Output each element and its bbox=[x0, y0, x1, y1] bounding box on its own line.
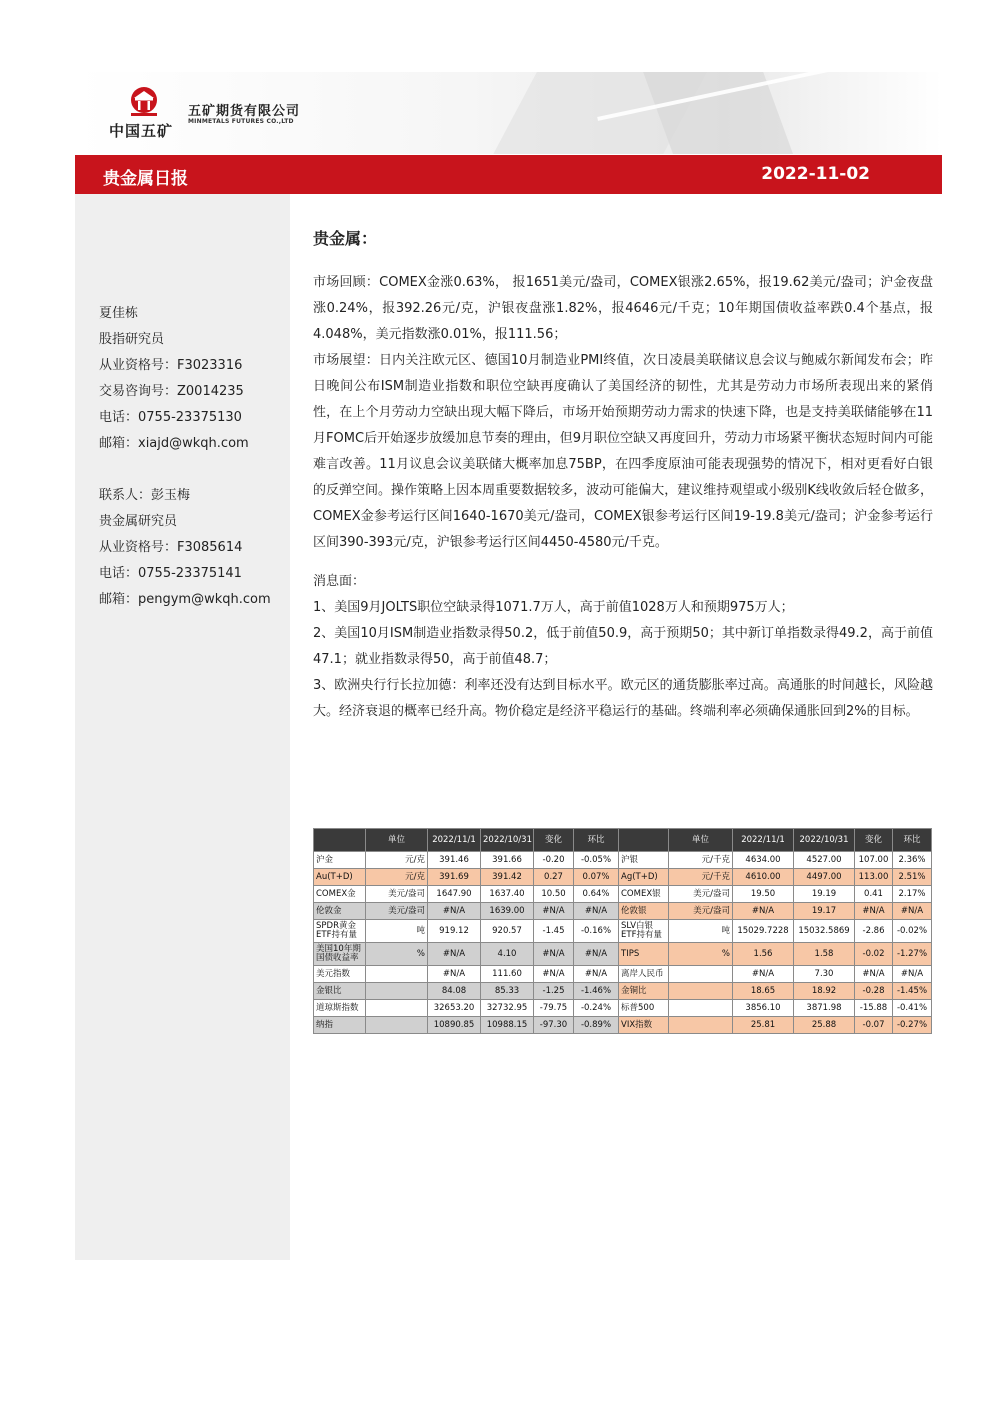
table-value-cell: 1647.90 bbox=[428, 886, 481, 903]
table-value-cell: #N/A bbox=[733, 966, 794, 983]
news-heading: 消息面： bbox=[313, 574, 366, 589]
table-value-cell: 2.51% bbox=[893, 869, 932, 886]
table-header-row bbox=[314, 829, 932, 852]
table-value-cell: 0.41 bbox=[855, 886, 893, 903]
table-value-cell: 15029.7228 bbox=[733, 920, 794, 943]
table-value-cell: #N/A bbox=[893, 966, 932, 983]
table-header-cell: 变化 bbox=[855, 829, 893, 852]
news-item: 2、美国10月ISM制造业指数录得50.2，低于前值50.9，高于预期50；其中新订单指数录得49.2，高于前值47.1；就业指数录得50，高于前值48.7； bbox=[313, 626, 933, 667]
company-name-cn: 五矿期货有限公司 bbox=[188, 104, 301, 119]
table-unit-cell bbox=[366, 983, 428, 1000]
table-header-cell: 2022/10/31 bbox=[481, 829, 534, 852]
table-unit-cell: 元/克 bbox=[366, 869, 428, 886]
table-value-cell: -0.05% bbox=[574, 852, 619, 869]
table-row-label: 伦敦金 bbox=[314, 903, 366, 920]
table-header-cell: 单位 bbox=[366, 829, 428, 852]
table-value-cell: 32732.95 bbox=[481, 1000, 534, 1017]
table-value-cell: -0.16% bbox=[574, 920, 619, 943]
table-value-cell: 7.30 bbox=[794, 966, 855, 983]
table-unit-cell: 吨 bbox=[366, 920, 428, 943]
table-value-cell: -2.86 bbox=[855, 920, 893, 943]
table-row-label: TIPS bbox=[619, 943, 669, 966]
table-value-cell: 2.17% bbox=[893, 886, 932, 903]
market-review-paragraph: 市场回顾：COMEX金涨0.63%， 报1651美元/盎司，COMEX银涨2.65%，报19.62美元/盎司；沪金夜盘涨0.24%，报392.26元/克，沪银夜盘涨1.82%，报4646元/千克；10年期国债收益率跌0.4个基点，报4.048%，美元指数涨0.01%，报111.56； bbox=[313, 275, 933, 342]
table-value-cell: -0.41% bbox=[893, 1000, 932, 1017]
report-title: 贵金属日报 bbox=[103, 169, 188, 189]
table-value-cell: 15032.5869 bbox=[794, 920, 855, 943]
table-unit-cell: 美元/盎司 bbox=[669, 903, 733, 920]
table-value-cell: 920.57 bbox=[481, 920, 534, 943]
table-row-label: Au(T+D) bbox=[314, 869, 366, 886]
table-value-cell: 1.56 bbox=[733, 943, 794, 966]
table-header-cell bbox=[314, 829, 366, 852]
table-value-cell: 391.42 bbox=[481, 869, 534, 886]
table-row-label: Ag(T+D) bbox=[619, 869, 669, 886]
table-value-cell: -0.28 bbox=[855, 983, 893, 1000]
table-value-cell: 19.19 bbox=[794, 886, 855, 903]
table-row bbox=[314, 852, 932, 869]
table-value-cell: #N/A bbox=[855, 903, 893, 920]
table-value-cell: -0.24% bbox=[574, 1000, 619, 1017]
contact-qualification: 从业资格号：F3085614 bbox=[99, 540, 243, 555]
table-value-cell: 84.08 bbox=[428, 983, 481, 1000]
report-text bbox=[313, 270, 933, 725]
table-row-label: VIX指数 bbox=[619, 1017, 669, 1034]
contact-email: 邮箱：pengym@wkqh.com bbox=[99, 592, 271, 607]
table-value-cell: -0.02% bbox=[893, 920, 932, 943]
table-unit-cell bbox=[669, 1017, 733, 1034]
table-header-cell: 2022/11/1 bbox=[428, 829, 481, 852]
table-row-label: 美国10年期国债收益率 bbox=[314, 943, 366, 966]
table-value-cell: -0.27% bbox=[893, 1017, 932, 1034]
table-header-cell: 环比 bbox=[574, 829, 619, 852]
table-unit-cell: 美元/盎司 bbox=[366, 886, 428, 903]
table-value-cell: 10988.15 bbox=[481, 1017, 534, 1034]
table-value-cell: 391.66 bbox=[481, 852, 534, 869]
table-unit-cell: 吨 bbox=[669, 920, 733, 943]
company-name-en: MINMETALS FUTURES CO.,LTD bbox=[188, 118, 294, 125]
table-value-cell: #N/A bbox=[428, 966, 481, 983]
table-row-label: 伦敦银 bbox=[619, 903, 669, 920]
contact-name: 联系人：彭玉梅 bbox=[99, 488, 191, 503]
table-row-label: 离岸人民币 bbox=[619, 966, 669, 983]
table-row-label: 金银比 bbox=[314, 983, 366, 1000]
table-unit-cell bbox=[669, 983, 733, 1000]
table-row bbox=[314, 1000, 932, 1017]
table-value-cell: 113.00 bbox=[855, 869, 893, 886]
table-value-cell: 0.64% bbox=[574, 886, 619, 903]
table-row bbox=[314, 966, 932, 983]
table-value-cell: 4527.00 bbox=[794, 852, 855, 869]
table-row-label: COMEX银 bbox=[619, 886, 669, 903]
table-row-label: COMEX金 bbox=[314, 886, 366, 903]
table-unit-cell bbox=[366, 1000, 428, 1017]
table-value-cell: 107.00 bbox=[855, 852, 893, 869]
quotes-table bbox=[313, 828, 932, 1034]
table-value-cell: #N/A bbox=[428, 943, 481, 966]
table-unit-cell bbox=[366, 966, 428, 983]
table-value-cell: #N/A bbox=[574, 966, 619, 983]
table-value-cell: #N/A bbox=[534, 903, 574, 920]
contact-phone: 电话：0755-23375141 bbox=[99, 566, 242, 581]
table-value-cell: 391.46 bbox=[428, 852, 481, 869]
table-row-label: 标普500 bbox=[619, 1000, 669, 1017]
table-row bbox=[314, 903, 932, 920]
table-unit-cell: 美元/盎司 bbox=[366, 903, 428, 920]
table-value-cell: #N/A bbox=[534, 966, 574, 983]
table-row-label: 道琼斯指数 bbox=[314, 1000, 366, 1017]
table-value-cell: -0.02 bbox=[855, 943, 893, 966]
table-value-cell: 2.36% bbox=[893, 852, 932, 869]
table-row-label: 纳指 bbox=[314, 1017, 366, 1034]
table-value-cell: 4634.00 bbox=[733, 852, 794, 869]
table-value-cell: -97.30 bbox=[534, 1017, 574, 1034]
table-value-cell: 10.50 bbox=[534, 886, 574, 903]
table-value-cell: -1.46% bbox=[574, 983, 619, 1000]
logo-text: 中国五矿 bbox=[109, 122, 174, 140]
table-value-cell: #N/A bbox=[893, 903, 932, 920]
table-value-cell: 919.12 bbox=[428, 920, 481, 943]
table-value-cell: 25.88 bbox=[794, 1017, 855, 1034]
table-row bbox=[314, 983, 932, 1000]
table-value-cell: 0.07% bbox=[574, 869, 619, 886]
table-header-cell: 变化 bbox=[534, 829, 574, 852]
table-value-cell: 85.33 bbox=[481, 983, 534, 1000]
table-value-cell: 19.50 bbox=[733, 886, 794, 903]
table-value-cell: 18.65 bbox=[733, 983, 794, 1000]
table-value-cell: -1.27% bbox=[893, 943, 932, 966]
table-value-cell: #N/A bbox=[534, 943, 574, 966]
report-date: 2022-11-02 bbox=[761, 164, 870, 184]
table-value-cell: -79.75 bbox=[534, 1000, 574, 1017]
table-row bbox=[314, 886, 932, 903]
table-unit-cell: 美元/盎司 bbox=[669, 886, 733, 903]
table-value-cell: -15.88 bbox=[855, 1000, 893, 1017]
analyst-email: 邮箱：xiajd@wkqh.com bbox=[99, 436, 249, 451]
table-row bbox=[314, 920, 932, 943]
table-value-cell: 19.17 bbox=[794, 903, 855, 920]
analyst-consult-number: 交易咨询号：Z0014235 bbox=[99, 384, 244, 399]
table-value-cell: 18.92 bbox=[794, 983, 855, 1000]
analyst-phone: 电话：0755-23375130 bbox=[99, 410, 242, 425]
analyst-qualification: 从业资格号：F3023316 bbox=[99, 358, 243, 373]
table-value-cell: 3856.10 bbox=[733, 1000, 794, 1017]
table-value-cell: 10890.85 bbox=[428, 1017, 481, 1034]
table-row bbox=[314, 943, 932, 966]
title-bar bbox=[75, 155, 942, 194]
table-header-cell: 2022/11/1 bbox=[733, 829, 794, 852]
table-value-cell: 3871.98 bbox=[794, 1000, 855, 1017]
table-unit-cell: 元/千克 bbox=[669, 852, 733, 869]
table-value-cell: -1.45 bbox=[534, 920, 574, 943]
table-value-cell: 1639.00 bbox=[481, 903, 534, 920]
news-item: 1、美国9月JOLTS职位空缺录得1071.7万人，高于前值1028万人和预期975万人； bbox=[313, 600, 794, 615]
table-value-cell: -0.89% bbox=[574, 1017, 619, 1034]
table-row bbox=[314, 1017, 932, 1034]
contact-title: 贵金属研究员 bbox=[99, 514, 178, 529]
analyst-title: 股指研究员 bbox=[99, 332, 165, 347]
table-value-cell: 111.60 bbox=[481, 966, 534, 983]
table-value-cell: 25.81 bbox=[733, 1017, 794, 1034]
table-value-cell: #N/A bbox=[855, 966, 893, 983]
table-unit-cell: % bbox=[366, 943, 428, 966]
table-header-cell: 环比 bbox=[893, 829, 932, 852]
table-row-label: 沪银 bbox=[619, 852, 669, 869]
table-header-cell: 2022/10/31 bbox=[794, 829, 855, 852]
table-value-cell: 4610.00 bbox=[733, 869, 794, 886]
table-row bbox=[314, 869, 932, 886]
table-value-cell: #N/A bbox=[428, 903, 481, 920]
report-header bbox=[75, 72, 942, 154]
table-unit-cell bbox=[669, 1000, 733, 1017]
table-value-cell: #N/A bbox=[574, 903, 619, 920]
table-value-cell: 4.10 bbox=[481, 943, 534, 966]
table-header-cell bbox=[619, 829, 669, 852]
analyst-sidebar bbox=[75, 194, 290, 1260]
table-row-label: SPDR黄金ETF持有量 bbox=[314, 920, 366, 943]
table-value-cell: #N/A bbox=[733, 903, 794, 920]
table-row-label: 金铜比 bbox=[619, 983, 669, 1000]
table-unit-cell: 元/千克 bbox=[669, 869, 733, 886]
table-header-cell: 单位 bbox=[669, 829, 733, 852]
table-value-cell: 4497.00 bbox=[794, 869, 855, 886]
table-unit-cell: 元/克 bbox=[366, 852, 428, 869]
table-value-cell: -1.25 bbox=[534, 983, 574, 1000]
section-title: 贵金属： bbox=[313, 229, 378, 248]
minmetals-logo-icon bbox=[127, 86, 161, 118]
table-value-cell: -0.20 bbox=[534, 852, 574, 869]
table-row-label: 美元指数 bbox=[314, 966, 366, 983]
table-unit-cell: % bbox=[669, 943, 733, 966]
table-value-cell: 32653.20 bbox=[428, 1000, 481, 1017]
table-value-cell: -1.45% bbox=[893, 983, 932, 1000]
table-value-cell: 1.58 bbox=[794, 943, 855, 966]
table-unit-cell bbox=[669, 966, 733, 983]
table-value-cell: 0.27 bbox=[534, 869, 574, 886]
table-value-cell: #N/A bbox=[574, 943, 619, 966]
analyst-name: 夏佳栋 bbox=[99, 306, 139, 321]
market-outlook-paragraph: 市场展望：日内关注欧元区、德国10月制造业PMI终值，次日凌晨美联储议息会议与鲍威尔新闻发布会；昨日晚间公布ISM制造业指数和职位空缺再度确认了美国经济的韧性，尤其是劳动力市场所表现出来的紧俏性，在上个月劳动力空缺出现大幅下降后，市场开始预期劳动力需求的快速下降，也是支持美联储能够在11月FOMC后开始逐步放缓加息节奏的理由，但9月职位空缺又再度回升，劳动力市场紧平衡状态短时间内可能难言改善。11月议息会议美联储大概率加息75BP，在四季度原油可能表现强势的情况下，相对更看好白银的反弹空间。操作策略上因本周重要数据较多，波动可能偏大，建议维持观望或小级别K线收敛后轻仓做多，COMEX金参考运行区间1640-1670美元/盎司，COMEX银参考运行区间19-19.8美元/盎司；沪金参考运行区间390-393元/克，沪银参考运行区间4450-4580元/千克。 bbox=[313, 353, 933, 550]
table-row-label: 沪金 bbox=[314, 852, 366, 869]
table-value-cell: -0.07 bbox=[855, 1017, 893, 1034]
table-value-cell: 391.69 bbox=[428, 869, 481, 886]
table-row-label: SLV白银ETF持有量 bbox=[619, 920, 669, 943]
news-item: 3、欧洲央行行长拉加德：利率还没有达到目标水平。欧元区的通货膨胀率过高。高通胀的时间越长，风险越大。经济衰退的概率已经升高。物价稳定是经济平稳运行的基础。终端利率必须确保通胀回到2%的目标。 bbox=[313, 678, 933, 719]
table-value-cell: 1637.40 bbox=[481, 886, 534, 903]
table-unit-cell bbox=[366, 1017, 428, 1034]
